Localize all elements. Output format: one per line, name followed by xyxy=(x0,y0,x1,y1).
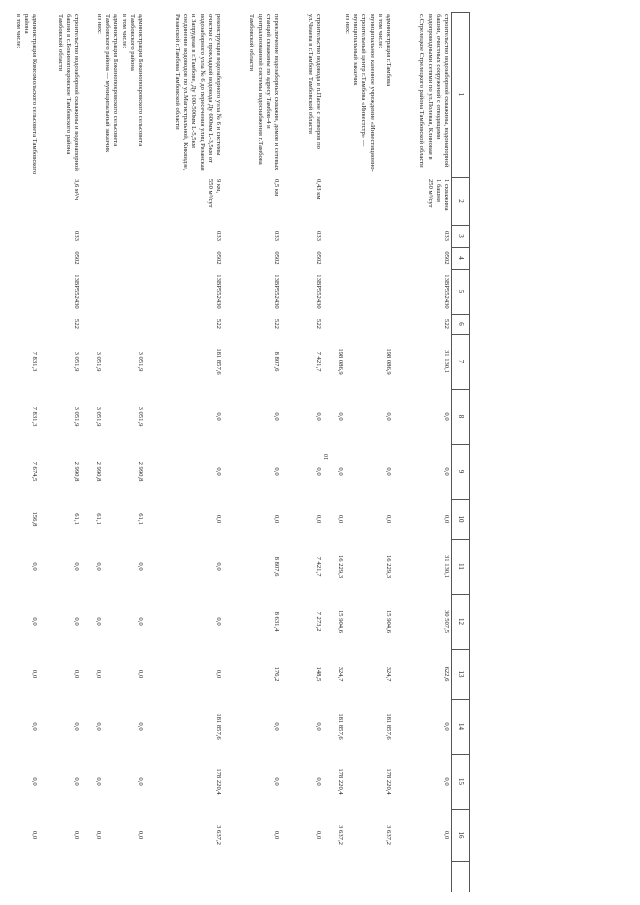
table-cell: 198 086,9 xyxy=(337,348,344,375)
column-divider xyxy=(452,594,470,595)
table-cell xyxy=(348,271,392,312)
table-cell: 61,1 xyxy=(95,513,102,525)
column-header: 2 xyxy=(457,199,465,203)
table-cell: 7 674,5 xyxy=(31,461,38,482)
table-cell xyxy=(106,271,144,312)
table-cell: 0502 xyxy=(443,251,450,265)
table-cell: 0,0 xyxy=(337,412,344,421)
table-cell: 61,1 xyxy=(137,513,144,525)
table-cell: 3 051,9 xyxy=(73,406,80,427)
column-header: 12 xyxy=(457,618,465,625)
column-header: 14 xyxy=(457,723,465,730)
table-cell: 522 xyxy=(273,319,280,329)
table-cell xyxy=(0,227,38,245)
column-header: 13 xyxy=(457,670,465,678)
table-cell: 61,1 xyxy=(73,513,80,525)
table-cell xyxy=(326,249,344,267)
table-cell: 8 807,6 xyxy=(273,351,280,372)
table-cell xyxy=(348,249,392,267)
table-cell: 3 637,2 xyxy=(215,825,222,845)
table-cell: 0,0 xyxy=(137,830,144,840)
table-cell: 0,0 xyxy=(385,412,392,421)
table-cell: 0,0 xyxy=(273,722,280,731)
table-cell: 0,0 xyxy=(385,514,392,524)
table-cell: 522 xyxy=(443,319,450,329)
table-cell: 0,0 xyxy=(95,617,102,626)
table-cell: 16 229,3 xyxy=(337,554,344,579)
table-cell: 0,0 xyxy=(31,669,38,679)
table-cell: 178 220,4 xyxy=(337,768,344,795)
table-cell: 324,7 xyxy=(337,666,344,682)
table-cell: 31 130,1 xyxy=(443,554,450,579)
column-header: 15 xyxy=(457,778,465,785)
table-row xyxy=(282,12,324,892)
table-cell: 9 км, 550 м³/сут xyxy=(206,179,222,208)
table-cell: 0,0 xyxy=(315,514,322,524)
table-row xyxy=(394,12,452,892)
table-cell xyxy=(326,316,344,332)
table-cell xyxy=(326,271,344,312)
table-cell: 3 051,9 xyxy=(73,351,80,372)
table-cell: 0,0 xyxy=(315,777,322,786)
table-cell: 148,5 xyxy=(315,666,322,682)
column-divider xyxy=(452,247,470,248)
table-cell: 7 421,7 xyxy=(315,556,322,577)
table-cell: 522 xyxy=(73,319,80,329)
table-cell: 1 скважина 1 башня 250 м³/сут xyxy=(426,179,450,211)
table-row xyxy=(95,12,146,892)
table-cell: 0,0 xyxy=(215,514,222,524)
table-grid xyxy=(0,12,470,892)
column-divider xyxy=(452,12,470,13)
table-cell: 522 xyxy=(315,319,322,329)
table-cell: 0,0 xyxy=(31,722,38,731)
row-label: администрация Бокинопокровского сельсовета Тамбовского района в том числе: администрация Бокинопокровского сельсовета Тамбовского района — муниципальный заказчик из них: xyxy=(95,14,144,153)
table-cell: 0,0 xyxy=(443,722,450,731)
row-label: переключение водозаборных скважин, домов и сетевых станций скважины по адресу Тамбов-4 и централизованной системы водоснабжения г.Тамбова Тамбовской области xyxy=(248,14,280,173)
table-cell: 3 637,2 xyxy=(337,825,344,845)
column-header: 9 xyxy=(457,469,465,474)
table-cell: 0,0 xyxy=(73,830,80,840)
table-cell: 3 051,9 xyxy=(137,406,144,427)
rotated-table xyxy=(0,12,470,892)
row-label: строительство водозаборной скважины, водонапорной башни, очистных сооружений с отводящими водопроводными сетями по ул.Полевая, Клиновая в с.Стрелецкое Стрелецкого района Тамбовской области xyxy=(418,14,450,169)
table-cell: 0,0 xyxy=(31,830,38,840)
table-cell: 0,0 xyxy=(443,830,450,840)
table-cell xyxy=(106,316,144,332)
table-cell: 0,0 xyxy=(273,514,280,524)
column-divider xyxy=(452,177,470,178)
table-cell xyxy=(348,227,392,245)
column-header: 5 xyxy=(457,289,465,294)
column-header: 16 xyxy=(457,831,465,839)
table-cell: 0,0 xyxy=(73,777,80,786)
table-cell: 15 904,6 xyxy=(337,609,344,634)
table-row xyxy=(343,12,394,892)
table-cell: 0,0 xyxy=(315,830,322,840)
table-cell: 181 857,6 xyxy=(337,713,344,740)
column-header: 11 xyxy=(457,563,465,570)
row-label: строительство водозаборной скважины и водонапорной башни в с.Бокинопокровское Тамбовского района Тамбовской области xyxy=(56,14,80,173)
header-bottom-rule xyxy=(451,12,452,892)
table-cell: 522 xyxy=(215,319,222,329)
table-cell: 0,0 xyxy=(73,669,80,679)
table-cell: 2 990,8 xyxy=(73,461,80,482)
table-cell: 622,6 xyxy=(443,666,450,682)
table-cell: 0,5 км xyxy=(273,179,280,197)
table-cell: 178 220,4 xyxy=(385,768,392,795)
table-cell: 0,0 xyxy=(443,514,450,524)
table-cell xyxy=(348,316,392,332)
column-header: 8 xyxy=(457,414,465,419)
table-cell: 3 051,9 xyxy=(137,351,144,372)
table-cell: 2 990,8 xyxy=(95,461,102,482)
column-divider xyxy=(452,649,470,650)
table-cell xyxy=(0,179,38,223)
table-cell: 7 831,3 xyxy=(31,406,38,427)
row-label: администрация г.Тамбова в том числе: муниципальное казенное учреждение «Инвестиционно-строительный центр г.Тамбова «Инвестстр» — муниципальный заказчик из них: xyxy=(343,14,392,172)
table-cell xyxy=(348,179,392,223)
table-cell: 31 130,1 xyxy=(443,349,450,374)
table-cell: 15 904,6 xyxy=(385,609,392,634)
table-cell xyxy=(84,179,102,223)
table-cell: 7 421,7 xyxy=(315,351,322,372)
table-cell: 0,0 xyxy=(137,562,144,571)
table-cell: 181 857,6 xyxy=(215,348,222,375)
table-cell: 0,0 xyxy=(215,562,222,571)
table-cell: 181 857,6 xyxy=(215,713,222,740)
column-divider xyxy=(452,699,470,700)
table-cell: 033 xyxy=(273,231,280,241)
table-cell xyxy=(106,179,144,223)
column-divider xyxy=(452,389,470,390)
table-cell: 30 507,5 xyxy=(443,609,450,634)
table-cell: 13ВР552430 xyxy=(443,274,450,309)
table-cell: 13ВР552430 xyxy=(315,274,322,309)
table-cell: 3,6 м³/ч xyxy=(73,179,80,201)
table-cell: 0502 xyxy=(315,251,322,265)
table-cell: 0502 xyxy=(215,251,222,265)
table-cell: 8 807,6 xyxy=(273,556,280,577)
table-cell: 2 990,8 xyxy=(137,461,144,482)
table-cell: 0,0 xyxy=(31,617,38,626)
column-divider xyxy=(452,861,470,862)
table-cell: 198 086,9 xyxy=(385,348,392,375)
table-cell: 0,0 xyxy=(95,722,102,731)
table-cell xyxy=(0,316,38,332)
table-cell: 0,0 xyxy=(137,777,144,786)
table-cell: 0,0 xyxy=(443,412,450,421)
table-cell: 0502 xyxy=(273,251,280,265)
column-header: 1 xyxy=(457,92,465,97)
table-cell: 8 631,4 xyxy=(273,611,280,632)
table-cell: 0,0 xyxy=(337,514,344,524)
row-label xyxy=(326,14,344,175)
table-cell: 0,0 xyxy=(215,617,222,626)
table-cell xyxy=(84,249,102,267)
table-cell: 0,0 xyxy=(273,412,280,421)
table-cell: 0,0 xyxy=(73,722,80,731)
table-cell: 0,0 xyxy=(215,412,222,421)
column-header: 4 xyxy=(457,256,465,260)
column-divider xyxy=(452,269,470,270)
table-cell: 16 229,3 xyxy=(385,554,392,579)
table-row xyxy=(224,12,282,892)
table-cell xyxy=(106,249,144,267)
column-divider xyxy=(452,539,470,540)
table-cell: 0,0 xyxy=(337,467,344,476)
table-cell: 0,43 км xyxy=(315,179,322,200)
table-cell: 0,0 xyxy=(443,777,450,786)
table-cell: 176,2 xyxy=(273,666,280,682)
table-row xyxy=(0,12,40,892)
column-divider xyxy=(452,334,470,335)
table-cell: 178 220,4 xyxy=(215,768,222,795)
table-cell: 7 831,3 xyxy=(31,351,38,372)
table-cell: 0502 xyxy=(73,251,80,265)
column-divider xyxy=(452,225,470,226)
table-cell: 13ВР552430 xyxy=(215,274,222,309)
table-cell: 0,0 xyxy=(95,562,102,571)
table-cell: 0,0 xyxy=(95,830,102,840)
table-cell xyxy=(0,249,38,267)
column-header: 10 xyxy=(457,515,465,523)
table-cell: 3 637,2 xyxy=(385,825,392,845)
table-cell: 0,0 xyxy=(215,669,222,679)
column-divider xyxy=(452,809,470,810)
row-label: администрация Комсомольского сельсовета Тамбовского района в том числе: xyxy=(14,14,38,175)
row-label: строительство водовода в п.Пасне с затворов по ул.Чиаева в г.Тамбове Тамбовской области xyxy=(306,14,322,151)
column-header: 7 xyxy=(457,359,465,364)
table-cell: 033 xyxy=(215,231,222,241)
table-cell: 0,0 xyxy=(315,722,322,731)
table-cell xyxy=(84,271,102,312)
column-divider xyxy=(452,499,470,500)
column-divider xyxy=(452,314,470,315)
header-top-rule xyxy=(469,12,470,892)
table-cell: 0,0 xyxy=(95,669,102,679)
table-cell: 0,0 xyxy=(137,722,144,731)
table-cell: 156,8 xyxy=(31,511,38,527)
table-cell: 13ВР552430 xyxy=(73,274,80,309)
column-header: 3 xyxy=(457,234,465,238)
table-row xyxy=(324,12,346,892)
table-cell: 0,0 xyxy=(31,562,38,571)
table-cell: 0,0 xyxy=(385,467,392,476)
table-cell: 0,0 xyxy=(273,830,280,840)
table-cell: 033 xyxy=(315,231,322,241)
table-cell: 0,0 xyxy=(137,669,144,679)
table-cell: 0,0 xyxy=(273,467,280,476)
table-cell: 324,7 xyxy=(385,666,392,682)
table-cell: 0,0 xyxy=(73,617,80,626)
table-cell: 181 857,6 xyxy=(385,713,392,740)
column-header: 6 xyxy=(457,322,465,326)
table-row xyxy=(82,12,104,892)
page-number: 10 xyxy=(324,454,330,460)
table-cell: 0,0 xyxy=(443,467,450,476)
table-cell: 0,0 xyxy=(137,617,144,626)
table-cell xyxy=(326,227,344,245)
table-cell: 0,0 xyxy=(73,562,80,571)
table-cell: 3 051,9 xyxy=(95,351,102,372)
table-row xyxy=(40,12,82,892)
table-row xyxy=(146,12,224,892)
table-cell: 0,0 xyxy=(315,412,322,421)
table-cell: 0,0 xyxy=(95,777,102,786)
table-cell xyxy=(326,179,344,223)
table-cell: 033 xyxy=(443,231,450,241)
table-cell: 0,0 xyxy=(315,467,322,476)
row-label xyxy=(84,14,102,175)
table-cell xyxy=(106,227,144,245)
table-cell: 7 273,2 xyxy=(315,611,322,632)
table-cell xyxy=(84,227,102,245)
table-cell: 3 051,9 xyxy=(95,406,102,427)
table-cell xyxy=(84,316,102,332)
column-divider xyxy=(452,444,470,445)
table-cell: 0,0 xyxy=(273,777,280,786)
table-cell xyxy=(0,271,38,312)
table-cell: 0,0 xyxy=(215,467,222,476)
row-label: реконструкция водозаборного узла № 6 и системы очистки с прокладкой водовода Ду 600мм L-3,5км от водозаборного узла № 6 до пересечения улиц Рязанская и Запрудная в г.Тамбове, Ду 100-500мм L-5,5км соединение водоводов по ул.Магистральной, Киквидзе, Рязанской г.Тамбова Тамбовской области xyxy=(173,14,222,173)
table-cell: 033 xyxy=(73,231,80,241)
table-cell: 0,0 xyxy=(31,777,38,786)
column-divider xyxy=(452,754,470,755)
table-cell: 13ВР552430 xyxy=(273,274,280,309)
